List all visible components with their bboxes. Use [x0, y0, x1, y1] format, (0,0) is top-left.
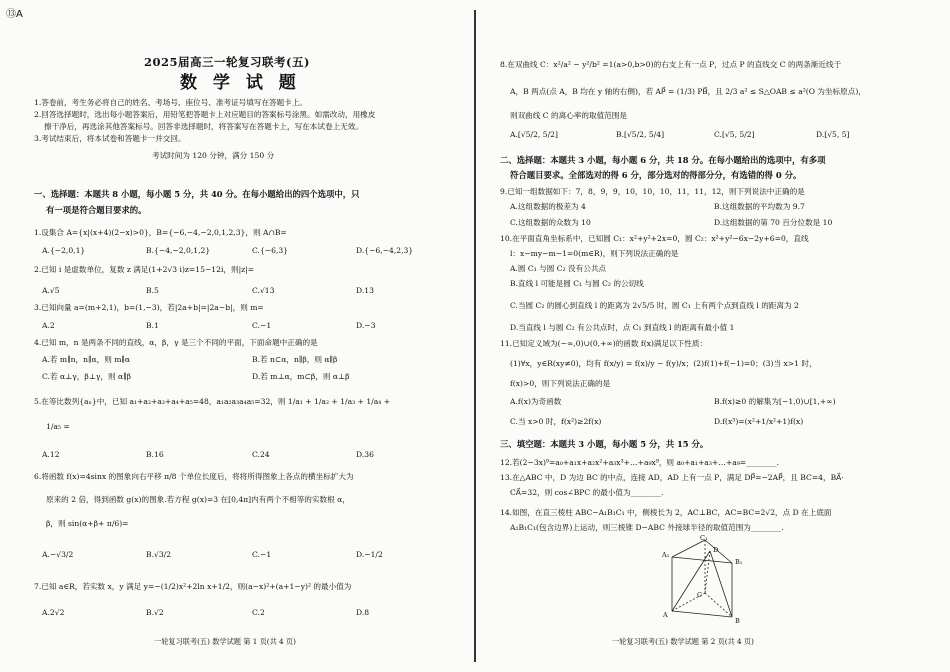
q6-option-c: C.−1 — [252, 550, 272, 559]
q8-option-a: A.[√5/2, 5/2] — [510, 130, 558, 139]
question-12: 12.若(2−3x)⁹=a₀+a₁x+a₂x²+a₃x³+…+a₉x⁹，则 a₀+a₁+a₃+…+a₉=________. — [500, 458, 779, 467]
label-b1: B₁ — [735, 558, 743, 566]
question-13-cont: CA⃗=32，则 cos∠BPC 的最小值为________. — [510, 488, 664, 497]
q2-option-d: D.13 — [356, 286, 374, 295]
question-9: 9.已知一组数据如下：7，8，9，9，10，10，10，11，11，12，则下列说法中正确的是 — [500, 187, 805, 196]
q11-option-c: C.当 x>0 时，f(x²)≥2f(x) — [510, 417, 602, 426]
label-c: C — [697, 591, 702, 599]
q2-option-c: C.√13 — [252, 286, 275, 295]
q8-option-b: B.[√5/2, 5/4] — [616, 130, 665, 139]
q11-option-a: A.f(x)为奇函数 — [510, 397, 562, 406]
q7-option-a: A.2√2 — [42, 608, 65, 617]
edge-a1c1 — [672, 540, 705, 557]
question-11-cont: (1)∀x，y∈R(xy≠0)，均有 f(x/y) = f(x)/y − f(y)/x；(2)f(1)+f(−1)=0；(3)当 x>1 时， — [510, 359, 817, 368]
label-a1: A₁ — [662, 551, 670, 559]
q1-option-d: D.{−6,−4,2,3} — [356, 246, 414, 255]
question-10-cont: l：x−my−m−1=0(m∈R)，则下列说法正确的是 — [510, 249, 679, 258]
question-14-cont: A₁B₁C₁(包含边界)上运动，则三棱锥 D−ABC 外接球半径的取值范围为________. — [510, 523, 784, 532]
question-4: 4.已知 m，n 是两条不同的直线，α，β，γ 是三个不同的平面，下面命题中正确的是 — [34, 338, 318, 347]
q4-option-c: C.若 α⊥γ，β⊥γ，则 α∥β — [42, 372, 132, 381]
label-b: B — [735, 617, 740, 625]
q2-option-b: B.5 — [146, 286, 159, 295]
note-2: 2.回答选择题时，选出每小题答案后，用铅笔把答题卡上对应题目的答案标号涂黑。如需改动，用橡皮 — [34, 110, 376, 119]
question-8-cont-2: 则双曲线 C 的离心率的取值范围是 — [510, 111, 627, 120]
q3-option-b: B.1 — [146, 321, 159, 330]
label-a: A — [663, 611, 668, 619]
q10-option-d: D.当直线 l 与圆 C₂ 有公共点时，点 C₁ 到直线 l 的距离有最小值 1 — [510, 323, 735, 332]
question-10: 10.在平面直角坐标系中，已知圆 C₁：x²+y²+2x=0，圆 C₂：x²+y²−6x−2y+6=0，直线 — [500, 234, 809, 243]
q1-option-c: C.{−6,3} — [252, 246, 289, 255]
question-5-cont: 1/a₅ = — [46, 422, 70, 431]
q2-option-a: A.√5 — [42, 286, 60, 295]
q3-option-a: A.2 — [42, 321, 55, 330]
q9-option-b: B.这组数据的平均数为 9.7 — [714, 202, 805, 211]
question-1: 1.设集合 A={x|(x+4)(2−x)>0}，B={−6,−4,−2,0,1,2,3}，则 A∩B= — [34, 228, 287, 237]
question-2: 2.已知 i 是虚数单位，复数 z 满足(1+2√3 i)z=15−12i，则|z|= — [34, 265, 255, 274]
edge-da — [672, 551, 710, 611]
q6-option-a: A.−√3/2 — [42, 550, 74, 559]
page-footer-2: 一轮复习联考(五) 数学试题 第 2 页(共 4 页) — [612, 637, 754, 646]
question-3: 3.已知向量 a=(m+2,1)，b=(1,−3)，若|2a+b|=|2a−b|，则 m= — [34, 303, 264, 312]
page-divider — [474, 10, 476, 662]
question-7: 7.已知 a∈R，若实数 x，y 满足 y=−(1/2)x²+2ln x+1/2，则(a−x)²+(a+1−y)² 的最小值为 — [34, 582, 352, 591]
page-footer-1: 一轮复习联考(五) 数学试题 第 1 页(共 4 页) — [154, 637, 296, 646]
question-6-cont: 原来的 2 倍，得到函数 g(x)的图象.若方程 g(x)=3 在[0,4π]内有两个不相等的实数根 α， — [46, 495, 350, 504]
q10-option-b: B.直线 l 可能是圆 C₁ 与圆 C₂ 的公切线 — [510, 279, 644, 288]
note-2b: 擦干净后，再选涂其他答案标号。回答非选择题时，将答案写在答题卡上，写在本试卷上无效。 — [44, 122, 363, 131]
q3-option-c: C.−1 — [252, 321, 272, 330]
prism-figure — [660, 535, 760, 627]
q10-option-c: C.当圆 C₂ 的圆心到直线 l 的距离为 2√5/5 时，圆 C₁ 上有两个点到直线 l 的距离为 2 — [510, 301, 799, 310]
question-5: 5.在等比数列{aₙ}中，已知 a₁+a₂+a₃+a₄+a₅=48，a₁a₂a₃a₄a₅=32，则 1/a₁ + 1/a₂ + 1/a₃ + 1/a₄ + — [34, 397, 391, 406]
q6-option-d: D.−1/2 — [356, 550, 383, 559]
q9-option-d: D.这组数据的第 70 百分位数是 10 — [714, 218, 833, 227]
section-1-heading: 一、选择题：本题共 8 小题，每小题 5 分，共 40 分。在每小题给出的四个选项中，只 — [34, 189, 360, 199]
question-14: 14.如图，在直三棱柱 ABC−A₁B₁C₁ 中，侧棱长为 2，AC⊥BC，AC=BC=2√2，点 D 在上底面 — [500, 508, 832, 517]
q4-option-d: D.若 m⊥α，m⊂β，则 α⊥β — [252, 372, 350, 381]
subject-title: 数 学 试 题 — [180, 73, 301, 93]
label-d: D — [713, 546, 719, 554]
question-8: 8.在双曲线 C：x²/a² − y²/b² =1(a>0,b>0)的右支上有一点 P，过点 P 的直线交 C 的两条渐近线于 — [500, 60, 842, 69]
q1-option-b: B.{−4,−2,0,1,2} — [146, 246, 211, 255]
q8-option-d: D.[√5, 5] — [816, 130, 850, 139]
note-3: 3.考试结束后，将本试卷和答题卡一并交回。 — [34, 134, 186, 143]
section-3-heading: 三、填空题：本题共 3 小题，每小题 5 分，共 15 分。 — [500, 439, 709, 449]
edge-ab — [672, 611, 732, 617]
question-6-cont-2: β，则 sin(α+β+ π/6)= — [46, 519, 129, 528]
question-8-cont: A，B 两点(点 A，B 均在 y 轴的右侧)，若 AP⃗ = (1/3) PB⃗，且 2/3 a² ≤ S△OAB ≤ a²(O 为坐标原点)， — [510, 87, 866, 96]
question-11: 11.已知定义域为(−∞,0)∪(0,+∞)的函数 f(x)满足以下性质： — [500, 339, 708, 348]
q9-option-c: C.这组数据的众数为 10 — [510, 218, 591, 227]
edge-a1b1 — [672, 557, 732, 563]
q9-option-a: A.这组数据的极差为 4 — [510, 202, 586, 211]
q7-option-d: D.8 — [356, 608, 370, 617]
q8-option-c: C.[√5, 5/2] — [714, 130, 755, 139]
label-c1: C₁ — [700, 535, 708, 542]
q10-option-a: A.圆 C₁ 与圆 C₂ 没有公共点 — [510, 264, 607, 273]
section-1-heading-2: 有一项是符合题目要求的。 — [46, 205, 147, 215]
q4-option-b: B.若 n⊂α，n∥β，则 α∥β — [252, 355, 338, 364]
q5-option-d: D.36 — [356, 450, 374, 459]
q5-option-c: C.24 — [252, 450, 270, 459]
q7-option-b: B.√2 — [146, 608, 164, 617]
q5-option-b: B.16 — [146, 450, 164, 459]
note-1: 1.答卷前，考生务必将自己的姓名、考场号、座位号、准考证号填写在答题卡上。 — [34, 98, 308, 107]
q7-option-c: C.2 — [252, 608, 265, 617]
q1-option-a: A.{−2,0,1} — [42, 246, 86, 255]
q6-option-b: B.√3/2 — [146, 550, 172, 559]
q11-option-d: D.f(x³)=(x²+1/x²+1)f(x) — [714, 417, 804, 426]
section-2-heading: 二、选择题：本题共 3 小题，每小题 6 分，共 18 分。在每小题给出的选项中，有多项 — [500, 155, 826, 165]
exam-title: 2025届高三一轮复习联考(五) — [144, 55, 310, 69]
question-6: 6.将函数 f(x)=4sinx 的图象向右平移 π/8 个单位长度后，将将所得图象上各点的横坐标扩大为 — [34, 472, 354, 481]
question-13: 13.在△ABC 中，D 为边 BC 的中点，连接 AD，AD 上有一点 P，满足 DP⃗=−2AP⃗，且 BC=4，BA⃗· — [500, 473, 844, 482]
question-11-cont-2: f(x)>0，则下列说法正确的是 — [510, 379, 611, 388]
section-2-heading-2: 符合题目要求。全部选对的得 6 分，部分选对的得部分分，有选错的得 0 分。 — [510, 170, 802, 180]
q3-option-d: D.−3 — [356, 321, 376, 330]
exam-time: 考试时间为 120 分钟，满分 150 分 — [152, 151, 275, 160]
q5-option-a: A.12 — [42, 450, 60, 459]
q4-option-a: A.若 m∥n，n∥α，则 m∥α — [42, 355, 131, 364]
q11-option-b: B.f(x)≥0 的解集为[−1,0)∪[1,+∞) — [714, 397, 836, 406]
exam-logo: ⑬A — [6, 9, 23, 20]
